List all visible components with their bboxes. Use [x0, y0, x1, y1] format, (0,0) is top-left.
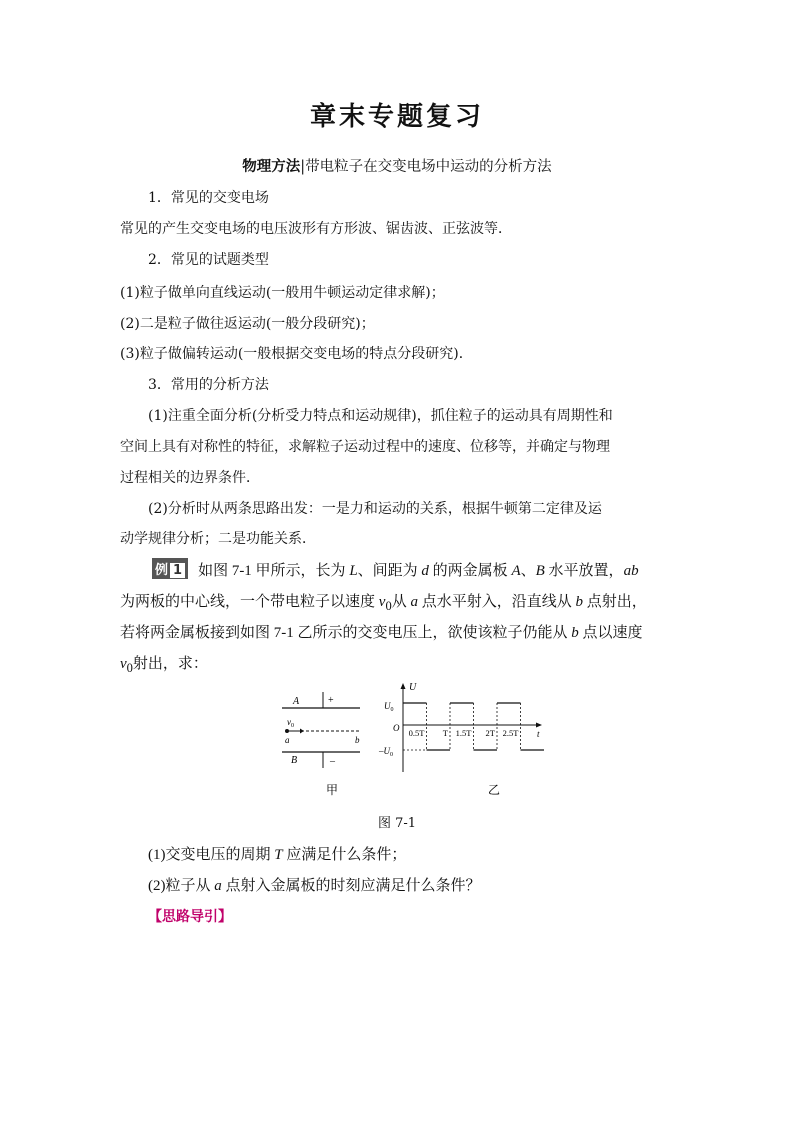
section-3-paragraph-1: 过程相关的边界条件． — [120, 470, 260, 486]
t-axis-label: t — [537, 729, 540, 739]
section-3-paragraph-1: (1)注重全面分析(分析受力特点和运动规律)，抓住粒子的运动具有周期性和 — [148, 408, 613, 424]
point-b-label: b — [355, 735, 360, 745]
subtitle-separator: | — [300, 159, 306, 175]
section-3-paragraph-2: 动学规律分析；二是功能关系． — [120, 531, 316, 547]
example-line-4: $v_0$射出，求： — [120, 656, 208, 675]
question-1: (1)交变电压的周期 T 应满足什么条件； — [148, 847, 407, 863]
u-axis-label: U — [409, 682, 417, 693]
page-title: 章末专题复习 — [309, 102, 484, 132]
figure-caption: 图 7-1 — [377, 816, 417, 831]
u-axis-arrow — [401, 683, 406, 689]
time-tick-label: T — [442, 728, 448, 738]
example-line-2: 为两板的中心线，一个带电粒子以速度 $v_0$从 a 点水平射入，沿直线从 b 点射出， — [120, 594, 647, 613]
subtitle-topic: 带电粒子在交变电场中运动的分析方法 — [305, 159, 552, 175]
time-tick-labels — [409, 728, 520, 738]
time-tick-label: 2T — [485, 728, 495, 738]
u0-label: $U_0$ — [384, 701, 394, 713]
velocity-label: $v_0$ — [287, 717, 294, 729]
square-wave — [403, 703, 544, 750]
yi-caption: 乙 — [488, 783, 501, 797]
jia-caption: 甲 — [326, 783, 339, 797]
subtitle — [0, 155, 794, 176]
section-3-paragraph-1: 空间上具有对称性的特征，求解粒子运动过程中的速度、位移等，并确定与物理 — [120, 439, 610, 455]
example-badge: 例 1 — [152, 558, 188, 579]
origin-label: O — [393, 723, 400, 733]
neg-u0-label: $-U_0$ — [379, 746, 393, 758]
plate-a-label: A — [293, 696, 300, 707]
section-2-heading: 2．常见的试题类型 — [148, 252, 269, 268]
t-axis-arrow — [536, 723, 542, 728]
section-1-heading: 1．常见的交变电场 — [148, 190, 269, 206]
section-3-paragraph-2: (2)分析时从两条思路出发：一是力和运动的关系，根据牛顿第二定律及运 — [148, 501, 602, 517]
thinking-guide-label: 【思路导引】 — [148, 909, 232, 925]
section-3-heading: 3．常用的分析方法 — [148, 377, 269, 393]
time-tick-label: 2.5T — [502, 728, 519, 738]
section-2-item: (1)粒子做单向直线运动(一般用牛顿运动定律求解)； — [120, 285, 445, 301]
section-1-body: 常见的产生交变电场的电压波形有方形波、锯齿波、正弦波等． — [120, 221, 512, 237]
time-tick-label: 1.5T — [455, 728, 472, 738]
section-2-item: (2)二是粒子做往返运动(一般分段研究)； — [120, 316, 375, 332]
subtitle-method: 物理方法 — [242, 159, 301, 175]
figure-yi-voltage-graph — [378, 678, 548, 798]
section-2-item: (3)粒子做偏转运动(一般根据交变电场的特点分段研究)． — [120, 346, 473, 362]
example-line-1: 例 1 如图 7-1 甲所示，长为 L、间距为 d 的两金属板 A、B 水平放置，ab — [152, 559, 639, 580]
velocity-arrow-head — [300, 729, 304, 734]
question-2: (2)粒子从 a 点射入金属板的时刻应满足什么条件？ — [148, 878, 481, 894]
plate-b-minus: – — [330, 756, 335, 767]
plate-a-plus: + — [328, 695, 334, 706]
figure-jia-plates — [280, 688, 370, 798]
example-line-3: 若将两金属板接到如图 7-1 乙所示的交变电压上，欲使该粒子仍能从 b 点以速度 — [120, 625, 643, 641]
point-a-label: a — [285, 735, 290, 745]
plate-b-label: B — [291, 755, 298, 766]
time-tick-label: 0.5T — [408, 728, 425, 738]
